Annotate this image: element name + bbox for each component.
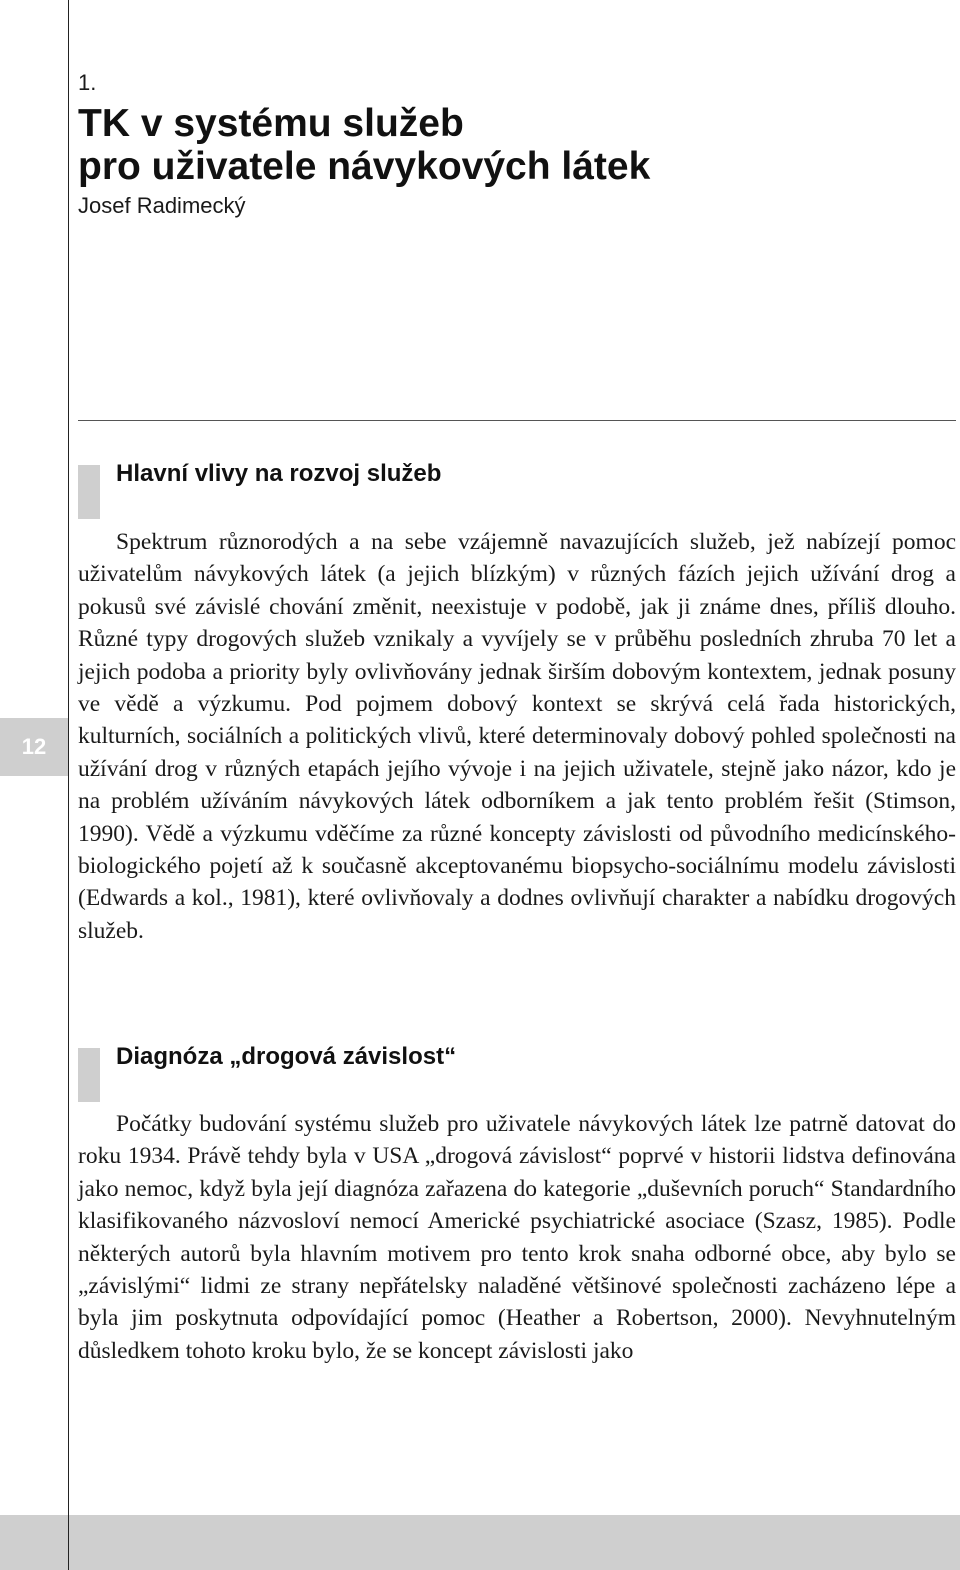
chapter-number: 1. xyxy=(78,70,97,95)
section-heading: Hlavní vlivy na rozvoj služeb xyxy=(116,460,442,487)
margin-rule xyxy=(68,0,69,1570)
section-divider xyxy=(78,420,956,421)
page-number: 12 xyxy=(0,718,68,776)
section-marker xyxy=(78,465,100,519)
chapter-title-line-2: pro uživatele návykových látek xyxy=(78,145,651,188)
footer-margin-rule xyxy=(68,1515,69,1570)
section-paragraph: Spektrum různorodých a na sebe vzájemně navazujících služeb, jež nabízejí pomoc uživatelům návykových látek (a jejich blízkým) v různých fázích jejich užívání drog a pokusů své závislé chování změnit, neexistuje v podobě, jak ji známe dnes, příliš dlouho. Různé typy drogových služeb vznikaly a vyvíjely se v průběhu posledních zhruba 70 let a jejich podoba a priority byly ovlivňovány jednak širším dobovým kontextem, jednak posuny ve vědě a výzkumu. Pod pojmem dobový kontext se skrývá celá řada historických, kulturních, sociálních a politických vlivů, které determinovaly dobový pohled společnosti na užívání drog v různých etapách jejího vývoje i na jejich uživatele, stejně jako názor, kdo je na problém užíváním návykových látek odborníkem a jak tento problém řešit (Stimson, 1990). Vědě a výzkumu vděčíme za různé koncepty závislosti od původního medicínského-biologického pojetí až k současně akceptovanému biopsycho-sociálnímu modelu závislosti (Edwards a kol., 1981), které ovlivňovaly a dodnes ovlivňují charakter a nabídku drogových služeb. xyxy=(78,529,956,944)
section-marker xyxy=(78,1048,100,1102)
chapter-title xyxy=(78,102,938,188)
chapter-author: Josef Radimecký xyxy=(78,193,246,218)
chapter-title-line-1: TK v systému služeb xyxy=(78,102,464,145)
footer-band xyxy=(0,1515,960,1570)
section-paragraph: Počátky budování systému služeb pro uživatele návykových látek lze patrně datovat do roku 1934. Právě tehdy byla v USA „drogová závislost“ poprvé v historii lidstva definována jako nemoc, když byla její diagnóza zařazena do kategorie „duševních poruch“ Standardního klasifikovaného názvosloví nemocí Americké psychiatrické asociace (Szasz, 1985). Podle některých autorů byla hlavním motivem pro tento krok snaha odborné obce, aby bylo se „závislými“ lidmi ze strany nepřátelsky naladěné většinové společnosti zacházeno lépe a byla jim poskytnuta odpovídající pomoc (Heather a Robertson, 2000). Nevyhnutelným důsledkem tohoto kroku bylo, že se koncept závislosti jako xyxy=(78,1111,956,1364)
section-heading: Diagnóza „drogová závislost“ xyxy=(116,1043,457,1070)
